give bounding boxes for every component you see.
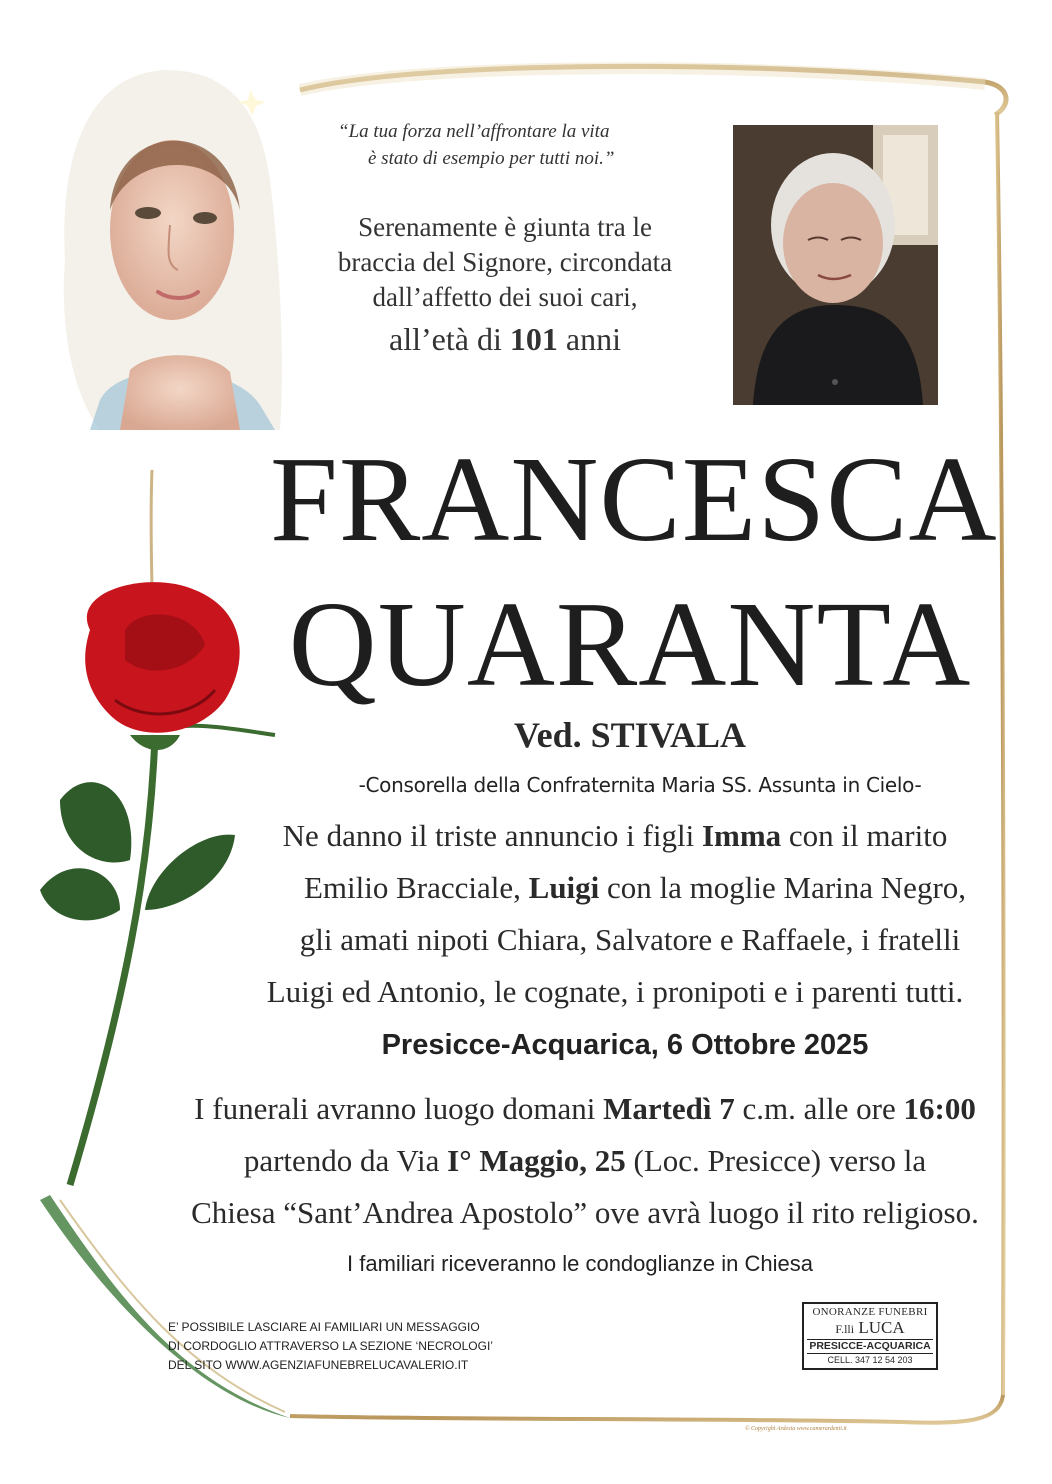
logo-line-4: CELL. 347 12 54 203 (827, 1355, 913, 1365)
notice-line-2: DI CORDOGLIO ATTRAVERSO LA SEZIONE ‘NECROLOGI’ (168, 1339, 493, 1353)
copyright-note: © Copyright Ardesia www.camerardenti.it (745, 1426, 847, 1432)
funeral-l2-c: (Loc. Presicce) verso la (633, 1143, 927, 1178)
portrait-photo (733, 125, 938, 405)
intro-line-3: dall’affetto dei suoi cari, (372, 282, 638, 312)
confraternity-line: -Consorella della Confraternita Maria SS. Assunta in Cielo- (358, 773, 922, 797)
funeral-line-3: Chiesa “Sant’Andrea Apostolo” ove avrà luogo il rito religioso. (191, 1195, 979, 1230)
announcement-line-2 (225, 862, 1005, 914)
announcement-l2-a: Emilio Bracciale, (303, 870, 521, 905)
age-prefix: all’età di (389, 321, 502, 357)
funeral-address: I° Maggio, 25 (447, 1143, 626, 1178)
age-suffix: anni (565, 321, 621, 357)
funeral-time: 16:00 (903, 1091, 976, 1126)
intro-text (310, 210, 700, 361)
announcement-l1-c: con il marito (788, 818, 948, 853)
funeral-l1-c: c.m. alle ore (742, 1091, 896, 1126)
intro-line-2: braccia del Signore, circondata (337, 247, 673, 277)
announcement-l1-a: Ne danno il triste annuncio i figli (282, 818, 695, 853)
announcement-line-3: gli amati nipoti Chiara, Salvatore e Raffaele, i fratelli (299, 922, 961, 957)
logo-name: LUCA (858, 1318, 905, 1337)
quote-line-1: “La tua forza nell’affrontare la vita (338, 121, 610, 142)
announcement-line-4: Luigi ed Antonio, le cognate, i pronipoti e i parenti tutti. (266, 974, 964, 1009)
announcement-l2-c: con la moglie Marina Negro, (607, 870, 967, 905)
funeral-agency-logo (802, 1302, 938, 1370)
funeral-day: Martedì 7 (603, 1091, 735, 1126)
website-notice (168, 1318, 568, 1375)
condolences-line: I familiari riceveranno le condoglianze in Chiesa (347, 1251, 813, 1276)
deceased-first-name: FRANCESCA (270, 432, 998, 567)
intro-line-1: Serenamente è giunta tra le (358, 212, 652, 242)
quote-line-2: è stato di esempio per tutti noi.” (368, 148, 615, 169)
logo-line-2 (804, 1319, 936, 1338)
logo-line-3: PRESICCE-ACQUARICA (807, 1339, 933, 1354)
notice-line-1: E’ POSSIBILE LASCIARE AI FAMILIARI UN MESSAGGIO (168, 1320, 480, 1334)
funeral-line-2 (165, 1135, 1005, 1187)
deceased-last-name: QUARANTA (288, 577, 972, 712)
age-line (310, 317, 700, 361)
logo-line-1: ONORANZE FUNEBRI (812, 1306, 928, 1318)
place-date: Presicce-Acquarica, 6 Ottobre 2025 (381, 1029, 869, 1061)
memorial-quote (320, 118, 700, 172)
announcement-line-1 (225, 810, 1005, 862)
widow-of: Ved. STIVALA (513, 715, 747, 755)
logo-brothers: F.lli (835, 1322, 855, 1336)
announcement-text (225, 810, 1005, 1018)
funeral-line-1 (165, 1083, 1005, 1135)
notice-line-3: DEL SITO WWW.AGENZIAFUNEBRELUCAVALERIO.IT (168, 1358, 469, 1372)
portrait-illustration (733, 125, 938, 405)
madonna-image (40, 60, 290, 430)
announcement-l1-b: Imma (701, 818, 782, 853)
funeral-l1-a: I funerali avranno luogo domani (194, 1091, 596, 1126)
age-value: 101 (509, 321, 558, 357)
announcement-l2-b: Luigi (528, 870, 600, 905)
funeral-info (165, 1083, 1005, 1239)
funeral-l2-a: partendo da Via (243, 1143, 440, 1178)
